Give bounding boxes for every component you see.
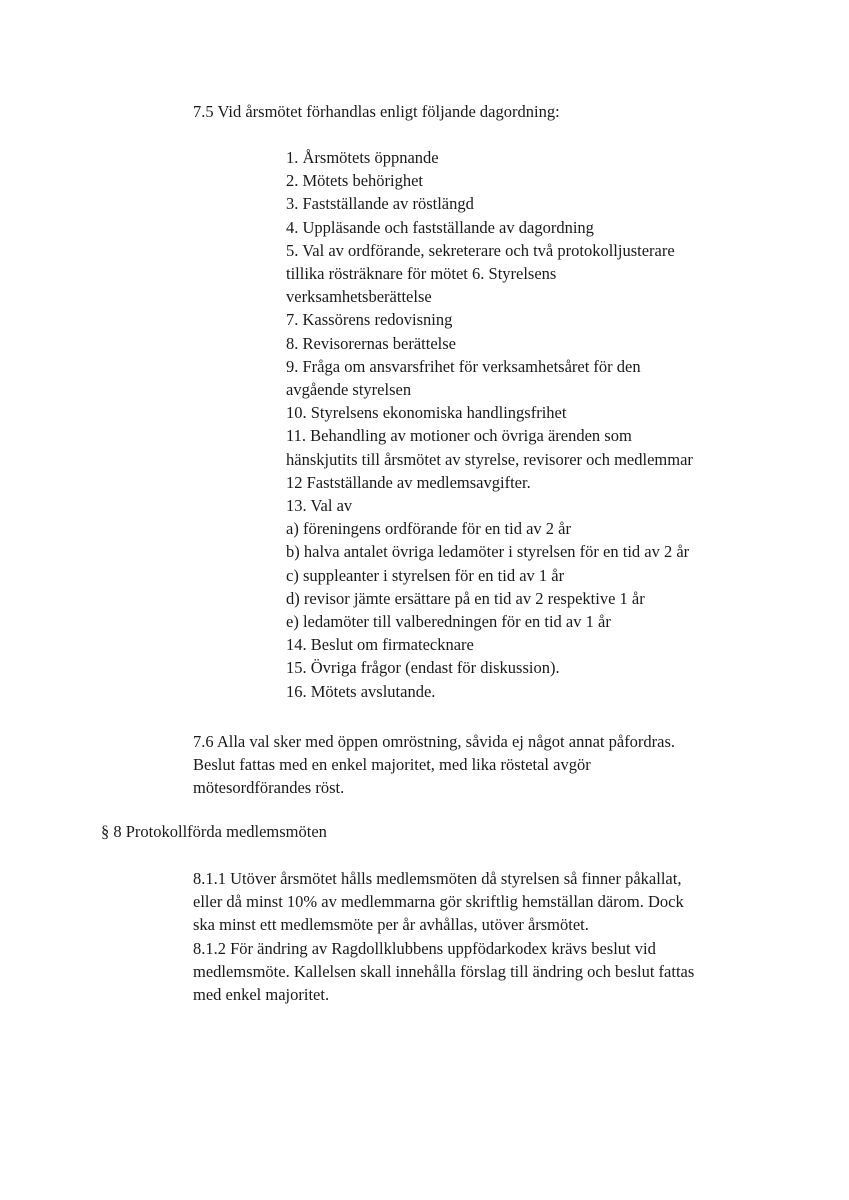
agenda-line: 5. Val av ordförande, sekreterare och två protokolljusterare — [286, 240, 675, 260]
paragraph-line: 8.1.1 Utöver årsmötet hålls medlemsmöten då styrelsen så finner påkallat, — [193, 869, 682, 888]
agenda-line: avgående styrelsen — [286, 380, 412, 400]
agenda-line: 8. Revisorernas berättelse — [286, 333, 456, 353]
agenda-line: 15. Övriga frågor (endast för diskussion). — [286, 658, 560, 678]
agenda-line: tillika rösträknare för mötet 6. Styrelsens — [286, 264, 557, 284]
agenda-line: b) halva antalet övriga ledamöter i styrelsen för en tid av 2 år — [286, 542, 690, 562]
agenda-line: 2. Mötets behörighet — [286, 171, 424, 191]
paragraph-line: medlemsmöte. Kallelsen skall innehålla förslag till ändring och beslut fattas — [193, 961, 695, 981]
paragraph-line: eller då minst 10% av medlemmarna gör skriftlig hemställan därom. Dock — [193, 892, 684, 912]
agenda-line: e) ledamöter till valberedningen för en tid av 1 år — [286, 612, 611, 632]
paragraph-line: Beslut fattas med en enkel majoritet, med lika röstetal avgör — [193, 755, 591, 775]
agenda-line: hänskjutits till årsmötet av styrelse, revisorer och medlemmar — [286, 449, 693, 469]
paragraph-line: 8.1.2 För ändring av Ragdollklubbens uppfödarkodex krävs beslut vid — [193, 938, 656, 958]
agenda-line: 12 Fastställande av medlemsavgifter. — [286, 472, 531, 492]
agenda-line: c) suppleanter i styrelsen för en tid av 1 år — [286, 565, 565, 585]
agenda-line: 14. Beslut om firmatecknare — [286, 635, 474, 655]
agenda-line: verksamhetsberättelse — [286, 287, 432, 307]
paragraph-line: ska minst ett medlemsmöte per år avhållas, utöver årsmötet. — [193, 915, 589, 935]
paragraph-line: med enkel majoritet. — [193, 985, 330, 1005]
agenda-line: 16. Mötets avslutande. — [286, 681, 436, 701]
agenda-line: 3. Fastställande av röstlängd — [286, 194, 474, 214]
agenda-line: 4. Uppläsande och fastställande av dagordning — [286, 217, 594, 237]
section-7-5-heading: 7.5 Vid årsmötet förhandlas enligt följande dagordning: — [193, 102, 560, 121]
agenda-line: 7. Kassörens redovisning — [286, 310, 453, 330]
section-8-heading: § 8 Protokollförda medlemsmöten — [101, 822, 327, 841]
paragraph-line: 7.6 Alla val sker med öppen omröstning, såvida ej något annat påfordras. — [193, 732, 676, 751]
agenda-line: 11. Behandling av motioner och övriga ärenden som — [286, 426, 632, 446]
agenda-line: 9. Fråga om ansvarsfrihet för verksamhetsåret för den — [286, 356, 641, 376]
agenda-line: 13. Val av — [286, 496, 353, 516]
agenda-line: 1. Årsmötets öppnande — [286, 148, 439, 167]
section-7-6-paragraph — [193, 730, 773, 800]
section-8-paragraph — [193, 867, 773, 1006]
agenda-line: d) revisor jämte ersättare på en tid av 2 respektive 1 år — [286, 588, 645, 608]
agenda-line: 10. Styrelsens ekonomiska handlingsfrihet — [286, 403, 567, 423]
agenda-line: a) föreningens ordförande för en tid av 2 år — [286, 519, 571, 539]
paragraph-line: mötesordförandes röst. — [193, 778, 345, 798]
agenda-list — [286, 146, 693, 703]
